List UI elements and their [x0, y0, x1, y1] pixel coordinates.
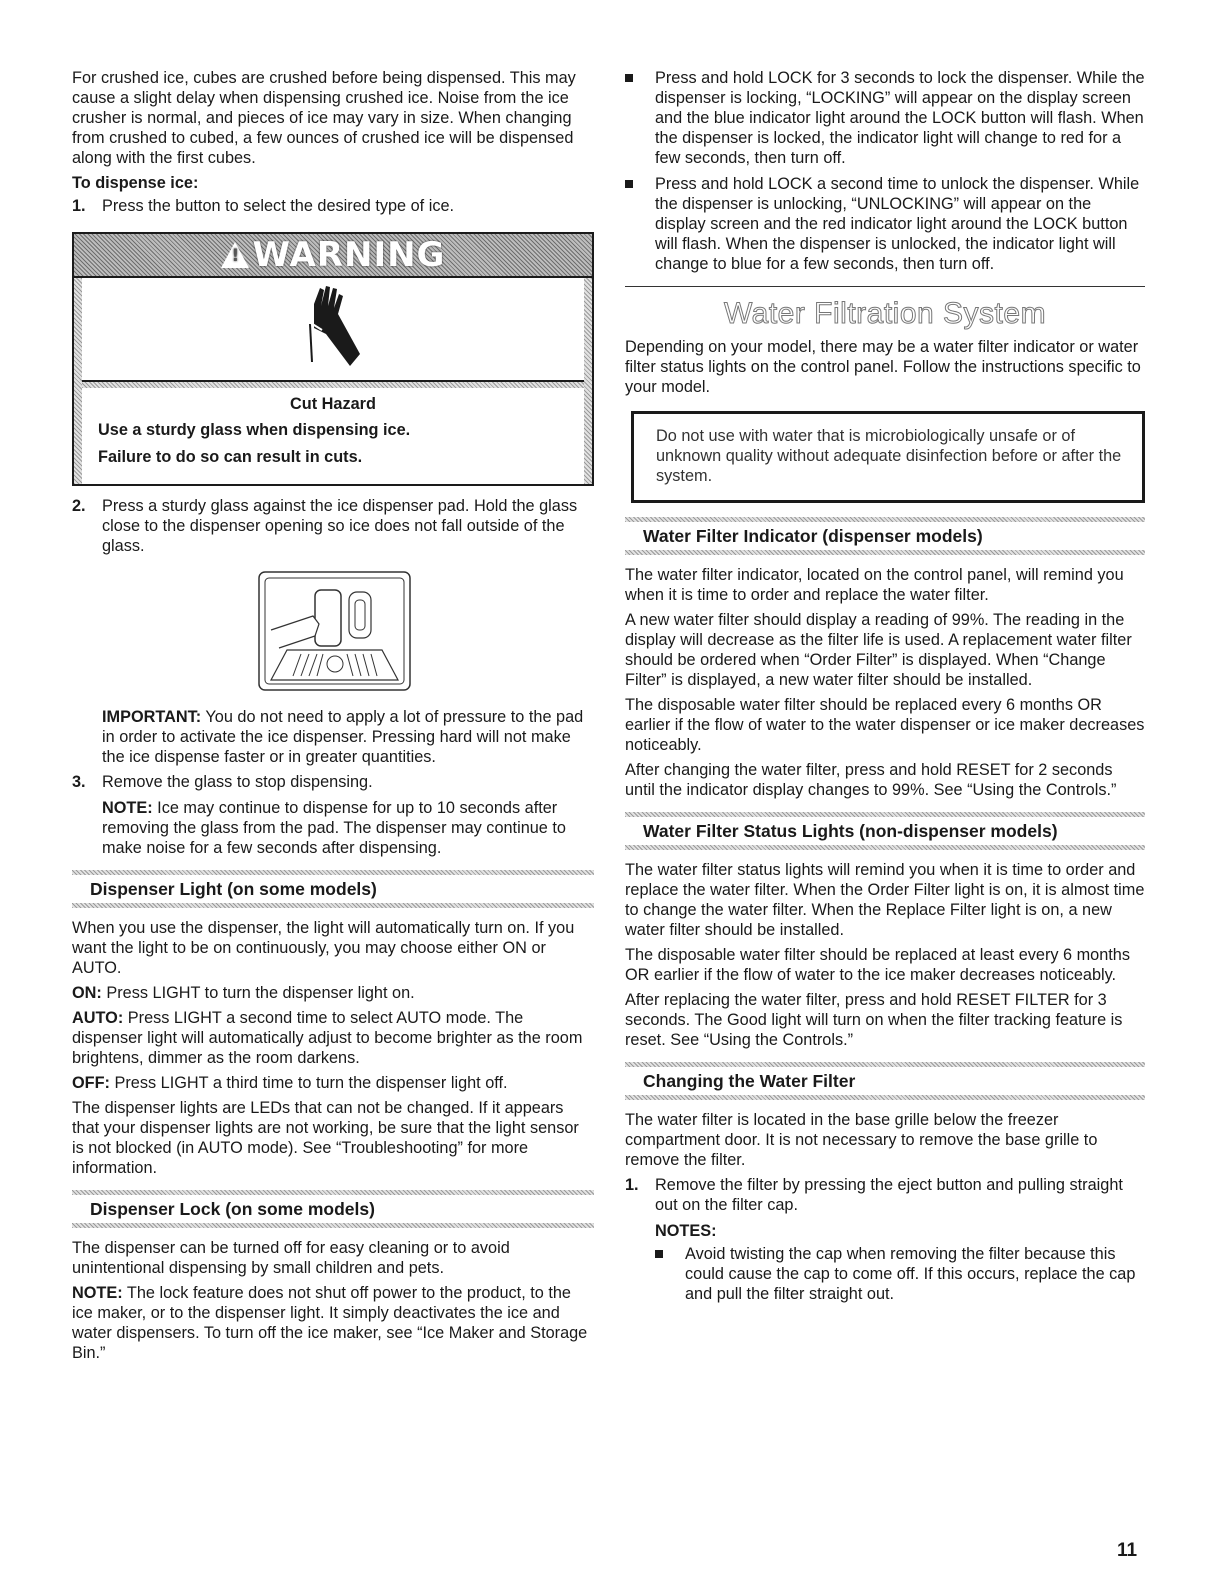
indicator-paragraph-1: The water filter indicator, located on the control panel, will remind you when it is time to order and replace the water filter. — [625, 566, 1124, 604]
bullet-square-icon — [655, 1250, 663, 1258]
notes-bullet-1 — [655, 1244, 1145, 1304]
right-column — [625, 68, 1145, 1310]
bullet-text: Press and hold LOCK a second time to unlock the dispenser. While the dispenser is unlocking, “UNLOCKING” will appear on the display screen and the red indicator light around the LOCK button will flash. When the dispenser is unlocked, the indicator light will change to blue for a few seconds, then turn off. — [655, 175, 1140, 273]
lock-paragraph-1: The dispenser can be turned off for easy cleaning or to avoid unintentional dispensing by small children and pets. — [72, 1239, 510, 1277]
section-heading-dispenser-light — [72, 870, 594, 908]
section-title: Changing the Water Filter — [643, 1071, 856, 1091]
intro-paragraph: For crushed ice, cubes are crushed before being dispensed. This may cause a slight delay when dispensing crushed ice. Noise from the ice crusher is normal, and pieces of ice may vary in size. When changing from crushed to cubed, a few ounces of crushed ice will be dispensed along with the first cubes. — [72, 69, 576, 167]
indicator-paragraph-4: After changing the water filter, press and hold RESET for 2 seconds until the indicator display changes to 99%. See “Using the Controls.” — [625, 761, 1117, 799]
notes-label: NOTES: — [655, 1222, 717, 1240]
warning-side-border — [74, 278, 82, 484]
step-text: Press the button to select the desired type of ice. — [102, 197, 455, 215]
note-paragraph: NOTE: Ice may continue to dispense for up to 10 seconds after removing the glass from the pad. The dispenser may continue to make noise for a few seconds after dispensing. — [102, 799, 566, 857]
step-text: Remove the filter by pressing the eject button and pulling straight out on the filter cap. — [655, 1176, 1123, 1214]
warning-title — [221, 235, 446, 275]
light-paragraph-1: When you use the dispenser, the light will automatically turn on. If you want the light to be on continuously, you may choose either ON or AUTO. — [72, 919, 575, 977]
change-paragraph-1: The water filter is located in the base grille below the freezer compartment door. It is not necessary to remove the base grille to remove the filter. — [625, 1111, 1098, 1169]
warning-triangle-icon — [221, 242, 249, 268]
status-paragraph-3: After replacing the water filter, press and hold RESET FILTER for 3 seconds. The Good light will turn on when the filter tracking feature is reset. See “Using the Controls.” — [625, 991, 1123, 1049]
status-paragraph-1: The water filter status lights will remind you when it is time to order and replace the water filter. When the Order Filter light is on, it is almost time to change the water filter. When the Replace Filter light is on, a new water filter should be installed. — [625, 861, 1145, 939]
bullet-text: Press and hold LOCK for 3 seconds to lock the dispenser. While the dispenser is locking, “LOCKING” will appear on the display screen and the blue indicator light around the LOCK button will flash. When the dispenser is locked, the indicator light will change to red for a few seconds, then turn off. — [655, 69, 1145, 167]
important-paragraph: IMPORTANT: You do not need to apply a lot of pressure to the pad in order to activate the ice dispenser. Pressing hard will not make the ice dispense faster or in greater quantities. — [102, 708, 584, 766]
step-number: 3. — [72, 773, 86, 791]
step-text: Remove the glass to stop dispensing. — [102, 773, 373, 791]
section-title: Dispenser Light (on some models) — [90, 879, 377, 899]
light-off: OFF: Press LIGHT a third time to turn the dispenser light off. — [72, 1074, 508, 1092]
status-paragraph-2: The disposable water filter should be replaced at least every 6 months OR earlier if the flow of water to the ice maker decreases noticeably. — [625, 946, 1130, 984]
warning-title-text: WARNING — [252, 235, 446, 275]
change-step-1 — [625, 1175, 1145, 1215]
indicator-paragraph-2: A new water filter should display a reading of 99%. The reading in the display will decrease as the filter life is used. A replacement water filter should be ordered when “Order Filter” is displayed. When “Change Filter” is displayed, a new water filter should be installed. — [625, 611, 1132, 689]
water-filtration-title: Water Filtration System — [723, 297, 1047, 330]
page-number: 11 — [1117, 1540, 1138, 1561]
lock-bullet-1 — [625, 68, 1145, 168]
light-on: ON: Press LIGHT to turn the dispenser light on. — [72, 984, 415, 1002]
warning-side-border — [584, 278, 592, 484]
cut-hand-icon — [300, 284, 366, 374]
light-auto: AUTO: Press LIGHT a second time to select AUTO mode. The dispenser light will automatically adjust to become brighter as the room brightens, dimmer as the room darkens. — [72, 1009, 583, 1067]
step-1 — [72, 196, 594, 216]
left-column — [72, 68, 594, 1368]
step-number: 1. — [625, 1176, 639, 1194]
dispenser-glass-illustration — [257, 570, 412, 692]
warning-header — [74, 234, 592, 278]
dispense-ice-heading: To dispense ice: — [72, 174, 199, 192]
lock-note: NOTE: The lock feature does not shut off power to the product, to the ice maker, or to the dispenser light. It simply deactivates the ice and water dispensers. To turn off the ice maker, see “Ice Maker and Storage Bin.” — [72, 1284, 588, 1362]
bullet-square-icon — [625, 180, 633, 188]
light-paragraph-2: The dispenser lights are LEDs that can not be changed. If it appears that your dispenser lights are not working, be sure that the light sensor is not blocked (in AUTO mode). See “Troubleshooting” for more information. — [72, 1099, 579, 1177]
step-text: Press a sturdy glass against the ice dispenser pad. Hold the glass close to the dispenser opening so ice does not fall outside of the glass. — [102, 497, 578, 555]
step-number: 1. — [72, 197, 86, 215]
wfs-intro: Depending on your model, there may be a water filter indicator or water filter status lights on the control panel. Follow the instructions specific to your model. — [625, 338, 1141, 396]
section-heading-filter-status — [625, 812, 1145, 850]
section-heading-filter-indicator — [625, 517, 1145, 555]
hazard-label: Cut Hazard — [290, 395, 376, 413]
warning-line-2: Failure to do so can result in cuts. — [98, 448, 363, 466]
section-heading-changing-filter — [625, 1062, 1145, 1100]
warning-line-1: Use a sturdy glass when dispensing ice. — [98, 421, 411, 439]
lock-bullet-2 — [625, 174, 1145, 274]
bullet-square-icon — [625, 74, 633, 82]
section-title: Dispenser Lock (on some models) — [90, 1199, 375, 1219]
step-number: 2. — [72, 497, 86, 515]
section-title: Water Filter Indicator (dispenser models) — [643, 526, 983, 546]
step-2 — [72, 496, 594, 556]
step-3 — [72, 772, 594, 792]
divider — [625, 286, 1145, 287]
indicator-paragraph-3: The disposable water filter should be replaced every 6 months OR earlier if the flow of water to the water dispenser or ice maker decreases noticeably. — [625, 696, 1145, 754]
warning-box — [72, 232, 594, 486]
warning-text — [82, 388, 584, 484]
water-safety-notice: Do not use with water that is microbiologically unsafe or of unknown quality without adequate disinfection before or after the system. — [631, 411, 1145, 503]
bullet-text: Avoid twisting the cap when removing the filter because this could cause the cap to come off. If this occurs, replace the cap and pull the filter straight out. — [685, 1245, 1136, 1303]
section-heading-dispenser-lock — [72, 1190, 594, 1228]
section-title: Water Filter Status Lights (non-dispenser models) — [643, 821, 1058, 841]
